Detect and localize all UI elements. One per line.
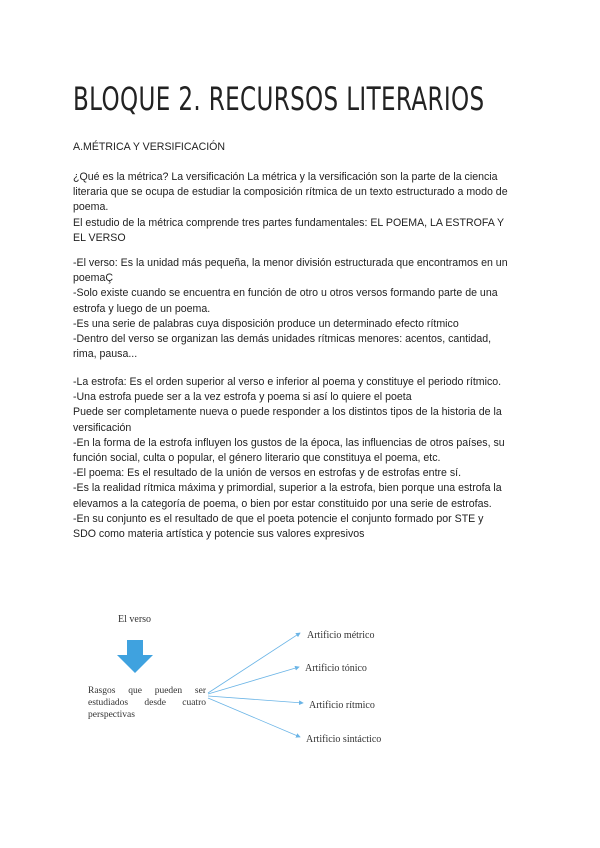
diagram-branch-label: Artificio sintáctico [306,734,382,745]
text-line: -Es la realidad rítmica máxima y primordial, superior a la estrofa, bien porque una estrofa la [73,482,502,495]
connector-line [208,633,300,693]
text-line: -Una estrofa puede ser a la vez estrofa y poema si así lo quiere el poeta [73,391,412,404]
text-line: función social, culta o popular, el género literario que constituya el poema, etc. [73,452,441,465]
text-line: -En su conjunto es el resultado de que el poeta potencie el conjunto formado por STE y [73,512,484,525]
section-subtitle: A.MÉTRICA Y VERSIFICACIÓN [73,141,226,153]
text-line: -El poema: Es el resultado de la unión de versos en estrofas y de estrofas entre sí. [73,467,462,480]
diagram-root-label: El verso [118,614,152,625]
text-line: ¿Qué es la métrica? La versificación La métrica y la versificación son la parte de la ciencia [73,171,498,183]
text-line: -Dentro del verso se organizan las demás unidades rítmicas menores: acentos, cantidad, [73,333,492,346]
diagram-branch-label: Artificio métrico [307,630,375,641]
text-line: -La estrofa: Es el orden superior al verso e inferior al poema y constituye el periodo rítmico. [73,376,502,388]
text-line: -El verso: Es la unidad más pequeña, la menor división estructurada que encontramos en un [73,257,508,269]
connector-line [208,698,300,737]
text-line: elevamos a la categoría de poema, o bien por estar constituido por una serie de estrofas. [73,497,492,510]
text-line: SDO como materia artística y potencie sus valores expresivos [73,528,365,541]
diagram-branch-label: Artificio rítmico [309,700,375,711]
text-line: -Solo existe cuando se encuentra en función de otro u otros versos formando parte de una [73,287,498,300]
text-line: poemaÇ [73,272,114,285]
text-line: estrofa y luego de un poema. [73,302,211,315]
text-line: Puede ser completamente nueva o puede responder a los distintos tipos de la historia de la [73,406,502,419]
connector-line [208,696,303,703]
text-line: poema. [73,201,109,214]
text-line: -Es una serie de palabras cuya disposición produce un determinado efecto rítmico [73,317,459,330]
text-line: -En la forma de la estrofa influyen los gustos de la época, las influencias de otros países, su [73,436,505,449]
text-line: versificación [73,421,132,434]
text-line: El estudio de la métrica comprende tres partes fundamentales: EL POEMA, LA ESTROFA Y [73,216,505,229]
text-line: rima, pausa... [73,348,138,361]
connector-line [208,667,299,694]
down-arrow-icon [117,640,153,673]
text-line: EL VERSO [73,231,126,244]
diagram-branch-label: Artificio tónico [305,663,367,674]
diagram-main-text: Rasgos que pueden ser estudiados desde cuatro perspectivas [88,686,206,720]
text-line: literaria que se ocupa de estudiar la composición rítmica de un texto estructurado a modo de [73,186,508,199]
page-title: BLOQUE 2. RECURSOS LITERARIOS [73,80,485,118]
